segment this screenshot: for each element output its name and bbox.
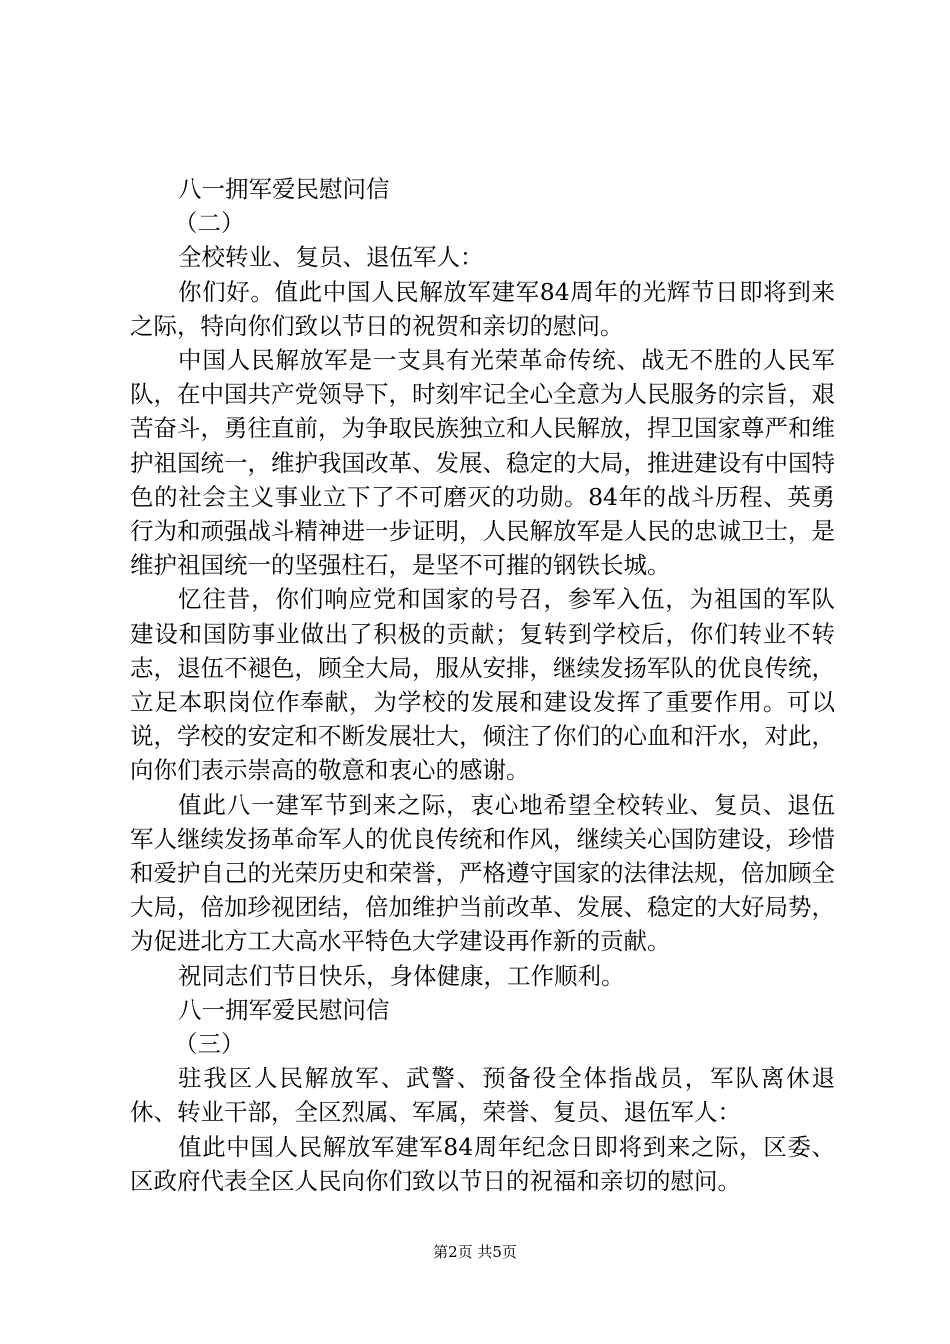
paragraph: 驻我区人民解放军、武警、预备役全体指战员，军队离休退休、转业干部，全区烈属、军属，荣誉、复员、退伍军人： [130, 1064, 835, 1127]
salutation: 全校转业、复员、退伍军人： [178, 243, 484, 272]
letter-number: （三） [174, 1030, 245, 1059]
paragraph: 你们好。值此中国人民解放军建军84周年的光辉节日即将到来之际，特向你们致以节日的祝贺和亲切的慰问。 [130, 277, 835, 340]
closing-wish: 祝同志们节日快乐，身体健康，工作顺利。 [178, 961, 625, 990]
paragraph: 值此八一建军节到来之际，衷心地希望全校转业、复员、退伍军人继续发扬革命军人的优良传统和作风，继续关心国防建设，珍惜和爱护自己的光荣历史和荣誉，严格遵守国家的法律法规，倍加顾全大局，倍加珍视团结，倍加维护当前改革、发展、稳定的大好局势，为促进北方工大高水平特色大学建设再作新的贡献。 [130, 790, 835, 956]
letter-number: （二） [174, 209, 245, 238]
paragraph: 中国人民解放军是一支具有光荣革命传统、战无不胜的人民军队，在中国共产党领导下，时刻牢记全心全意为人民服务的宗旨，艰苦奋斗，勇往直前，为争取民族独立和人民解放，捍卫国家尊严和维护祖国统一，维护我国改革、发展、稳定的大局，推进建设有中国特色的社会主义事业立下了不可磨灭的功勋。84年的战斗历程、英勇行为和顽强战斗精神进一步证明，人民解放军是人民的忠诚卫士，是维护祖国统一的坚强柱石，是坚不可摧的钢铁长城。 [130, 346, 835, 580]
document-body [130, 172, 835, 1198]
letter-title: 八一拥军爱民慰问信 [178, 995, 390, 1024]
paragraph: 忆往昔，你们响应党和国家的号召，参军入伍，为祖国的军队建设和国防事业做出了积极的贡献；复转到学校后，你们转业不转志，退伍不褪色，顾全大局，服从安排，继续发扬军队的优良传统，立足本职岗位作奉献，为学校的发展和建设发挥了重要作用。可以说，学校的安定和不断发展壮大，倾注了你们的心血和汗水，对此，向你们表示崇高的敬意和衷心的感谢。 [130, 585, 835, 785]
letter-title: 八一拥军爱民慰问信 [178, 175, 390, 203]
page-footer: 第2页 共5页 [433, 1243, 517, 1261]
paragraph: 值此中国人民解放军建军84周年纪念日即将到来之际，区委、区政府代表全区人民向你们致以节日的祝福和亲切的慰问。 [130, 1132, 835, 1195]
